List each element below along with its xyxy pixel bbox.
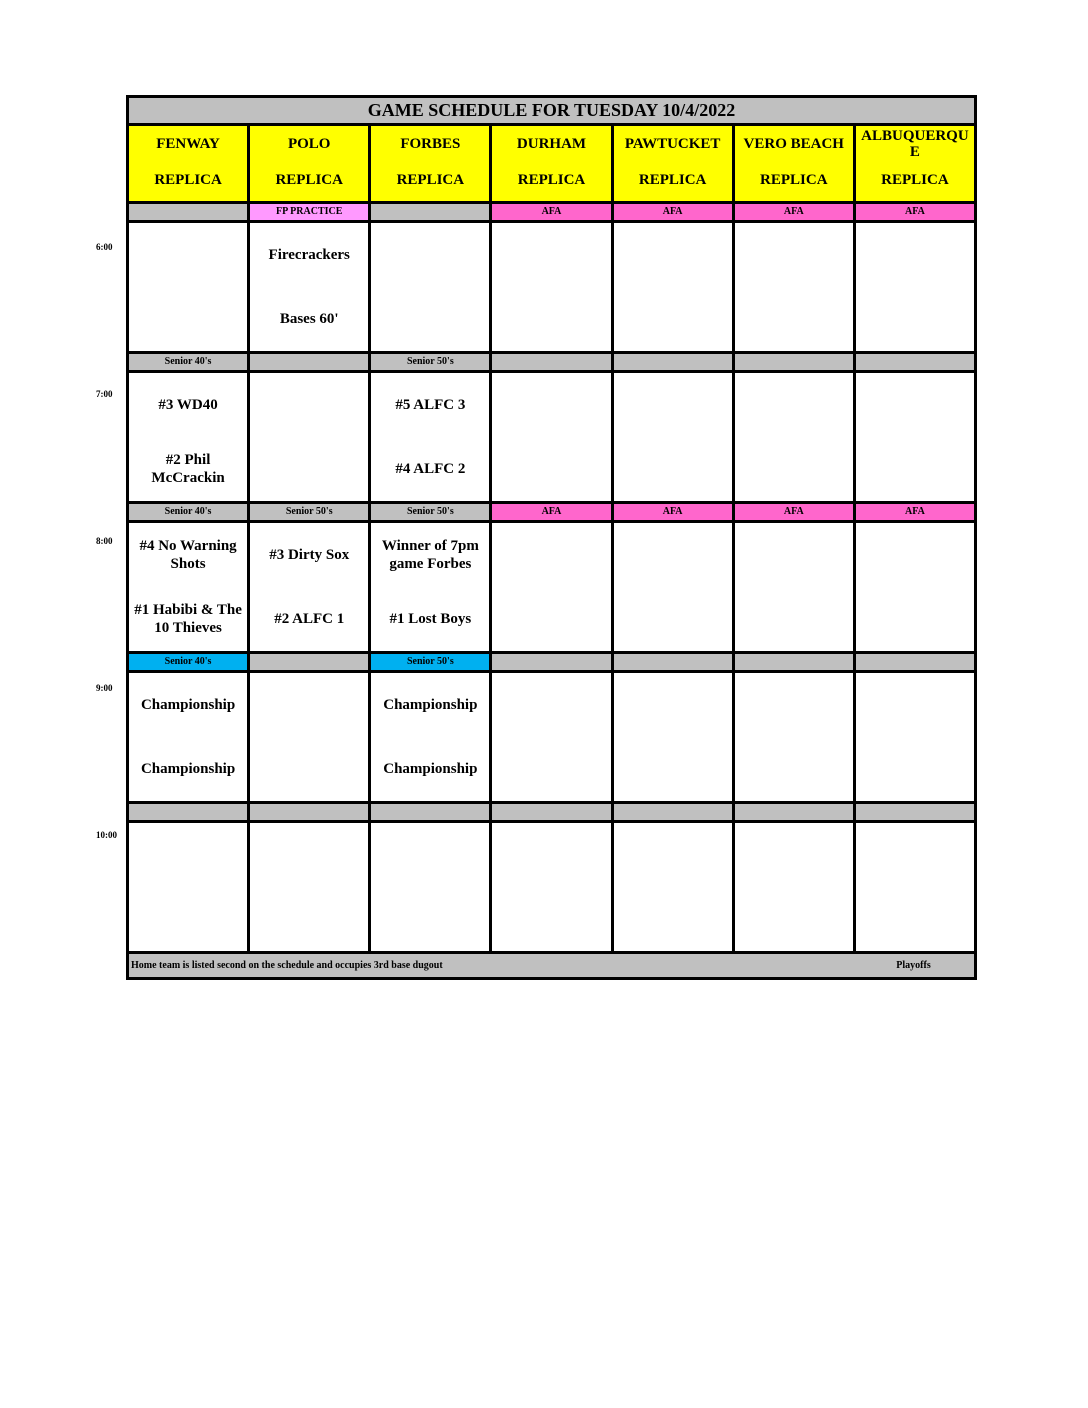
home-team	[735, 287, 853, 351]
time-slot-6	[129, 223, 974, 354]
home-team: Championship	[140, 761, 236, 777]
home-team	[371, 887, 489, 951]
field-sub: REPLICA	[760, 171, 828, 188]
game-cell	[371, 223, 492, 351]
game-cell	[371, 523, 492, 651]
division-label: AFA	[735, 204, 856, 220]
game-cell	[735, 223, 856, 351]
home-team	[856, 287, 974, 351]
home-team	[492, 587, 610, 651]
away-team	[735, 523, 853, 587]
home-team	[492, 437, 610, 501]
away-team: Championship	[140, 697, 236, 713]
away-team	[492, 673, 610, 737]
game-cell	[735, 373, 856, 501]
away-team	[614, 373, 732, 437]
away-team	[492, 823, 610, 887]
game-cell	[129, 673, 250, 801]
game-cell	[250, 673, 371, 801]
field-sub: REPLICA	[396, 171, 465, 188]
division-label: AFA	[614, 504, 735, 520]
game-cell	[492, 823, 613, 951]
home-team: #2 Phil McCrackin	[151, 452, 225, 486]
home-team-note: Home team is listed second on the schedule and occupies 3rd base dugout	[131, 960, 443, 971]
game-cell	[250, 373, 371, 501]
division-label: Senior 50's	[250, 504, 371, 520]
division-label	[614, 654, 735, 670]
game-cell	[371, 673, 492, 801]
game-cell	[856, 523, 974, 651]
game-cell	[129, 373, 250, 501]
home-team	[250, 887, 368, 951]
game-cell	[492, 373, 613, 501]
division-label: AFA	[614, 204, 735, 220]
division-label: Senior 40's	[129, 654, 250, 670]
home-team	[371, 287, 489, 351]
away-team: #4 No Warning Shots	[139, 538, 237, 572]
time-label-7: 7:00	[96, 389, 113, 399]
division-label	[735, 804, 856, 820]
away-team	[735, 673, 853, 737]
away-team: Winner of 7pm game Forbes	[381, 538, 479, 572]
home-team: #1 Lost Boys	[389, 611, 472, 627]
field-header-fenway	[129, 126, 250, 201]
division-label: Senior 50's	[371, 654, 492, 670]
away-team	[250, 673, 368, 737]
time-slot-10	[129, 823, 974, 954]
game-cell	[614, 223, 735, 351]
game-cell	[250, 823, 371, 951]
away-team	[250, 823, 368, 887]
game-cell	[856, 673, 974, 801]
home-team	[129, 287, 247, 351]
field-sub: REPLICA	[275, 171, 343, 188]
away-team	[129, 223, 247, 287]
division-label	[856, 804, 974, 820]
game-cell	[129, 823, 250, 951]
game-cell	[129, 223, 250, 351]
away-team	[492, 223, 610, 287]
home-team: #1 Habibi & The 10 Thieves	[134, 602, 242, 636]
away-team	[735, 823, 853, 887]
time-label-9: 9:00	[96, 683, 113, 693]
away-team: Firecrackers	[268, 247, 350, 263]
home-team	[614, 737, 732, 801]
home-team	[492, 287, 610, 351]
division-label	[735, 654, 856, 670]
division-label: Senior 40's	[129, 354, 250, 370]
field-header-row	[129, 126, 974, 204]
home-team	[856, 587, 974, 651]
field-name: POLO	[287, 136, 331, 152]
home-team	[614, 437, 732, 501]
game-cell	[492, 523, 613, 651]
field-name: ALBUQUERQU E	[861, 128, 969, 160]
division-band-8	[129, 504, 974, 523]
away-team	[856, 823, 974, 887]
away-team	[371, 223, 489, 287]
game-cell	[735, 823, 856, 951]
division-label	[614, 354, 735, 370]
division-band-6	[129, 204, 974, 223]
home-team	[735, 887, 853, 951]
away-team: Championship	[383, 697, 478, 713]
home-team	[735, 587, 853, 651]
field-header-polo	[250, 126, 371, 201]
away-team: #3 Dirty Sox	[269, 547, 350, 563]
game-cell	[250, 523, 371, 651]
home-team	[492, 887, 610, 951]
away-team	[614, 673, 732, 737]
home-team	[856, 437, 974, 501]
home-team: Championship	[383, 761, 478, 777]
division-label: AFA	[856, 204, 974, 220]
game-cell	[735, 673, 856, 801]
division-label	[129, 204, 250, 220]
game-cell	[492, 673, 613, 801]
schedule-sheet	[126, 95, 977, 980]
home-team	[614, 287, 732, 351]
game-cell	[129, 523, 250, 651]
time-slot-9	[129, 673, 974, 804]
division-label	[614, 804, 735, 820]
division-label: Senior 40's	[129, 504, 250, 520]
game-cell	[371, 823, 492, 951]
field-header-forbes	[371, 126, 492, 201]
home-team	[614, 587, 732, 651]
division-label	[371, 204, 492, 220]
time-slot-8	[129, 523, 974, 654]
division-label	[129, 804, 250, 820]
game-cell	[614, 373, 735, 501]
field-header-vero-beach	[735, 126, 856, 201]
field-name: DURHAM	[516, 136, 587, 152]
time-slot-7	[129, 373, 974, 504]
time-label-8: 8:00	[96, 536, 113, 546]
division-label	[492, 804, 613, 820]
division-label: AFA	[735, 504, 856, 520]
game-cell	[614, 823, 735, 951]
away-team	[735, 223, 853, 287]
field-name: FENWAY	[156, 136, 220, 152]
home-team	[250, 737, 368, 801]
home-team: #4 ALFC 2	[395, 461, 466, 477]
away-team	[856, 523, 974, 587]
game-cell	[735, 523, 856, 651]
field-header-durham	[492, 126, 613, 201]
away-team: #5 ALFC 3	[395, 397, 466, 413]
field-header-albuquerque	[856, 126, 974, 201]
field-sub: REPLICA	[517, 171, 586, 188]
away-team	[614, 523, 732, 587]
game-cell	[371, 373, 492, 501]
field-name: PAWTUCKET	[624, 136, 721, 152]
home-team	[129, 887, 247, 951]
division-label	[492, 654, 613, 670]
away-team	[735, 373, 853, 437]
home-team: Bases 60'	[279, 311, 339, 327]
division-label: AFA	[492, 504, 613, 520]
game-cell	[856, 223, 974, 351]
away-team	[856, 373, 974, 437]
division-label	[250, 354, 371, 370]
field-name: VERO BEACH	[743, 136, 844, 152]
game-cell	[614, 523, 735, 651]
time-label-10: 10:00	[96, 830, 117, 840]
game-cell	[856, 823, 974, 951]
footer-bar	[129, 954, 974, 977]
field-sub: REPLICA	[638, 171, 707, 188]
away-team	[492, 523, 610, 587]
schedule-title: GAME SCHEDULE FOR TUESDAY 10/4/2022	[129, 98, 974, 126]
division-label	[856, 654, 974, 670]
away-team: #3 WD40	[158, 397, 218, 413]
away-team	[614, 223, 732, 287]
away-team	[250, 373, 368, 437]
division-label	[856, 354, 974, 370]
home-team	[856, 887, 974, 951]
away-team	[614, 823, 732, 887]
division-label	[250, 804, 371, 820]
game-cell	[856, 373, 974, 501]
division-label: FP PRACTICE	[250, 204, 371, 220]
field-sub: REPLICA	[154, 171, 222, 188]
division-band-7	[129, 354, 974, 373]
time-label-6: 6:00	[96, 242, 113, 252]
game-cell	[492, 223, 613, 351]
home-team	[735, 437, 853, 501]
field-header-pawtucket	[614, 126, 735, 201]
game-cell	[250, 223, 371, 351]
division-label	[250, 654, 371, 670]
home-team	[492, 737, 610, 801]
home-team	[250, 437, 368, 501]
away-team	[856, 673, 974, 737]
field-name: FORBES	[400, 136, 461, 152]
division-band-9	[129, 654, 974, 673]
division-label: Senior 50's	[371, 354, 492, 370]
field-sub: REPLICA	[881, 171, 949, 188]
home-team	[856, 737, 974, 801]
division-label: AFA	[492, 204, 613, 220]
away-team	[371, 823, 489, 887]
home-team	[614, 887, 732, 951]
division-label: Senior 50's	[371, 504, 492, 520]
home-team: #2 ALFC 1	[274, 611, 345, 627]
division-band-10	[129, 804, 974, 823]
away-team	[856, 223, 974, 287]
game-cell	[614, 673, 735, 801]
away-team	[492, 373, 610, 437]
division-label	[492, 354, 613, 370]
division-label: AFA	[856, 504, 974, 520]
home-team	[735, 737, 853, 801]
division-label	[371, 804, 492, 820]
playoffs-label: Playoffs	[896, 960, 931, 971]
away-team	[129, 823, 247, 887]
division-label	[735, 354, 856, 370]
